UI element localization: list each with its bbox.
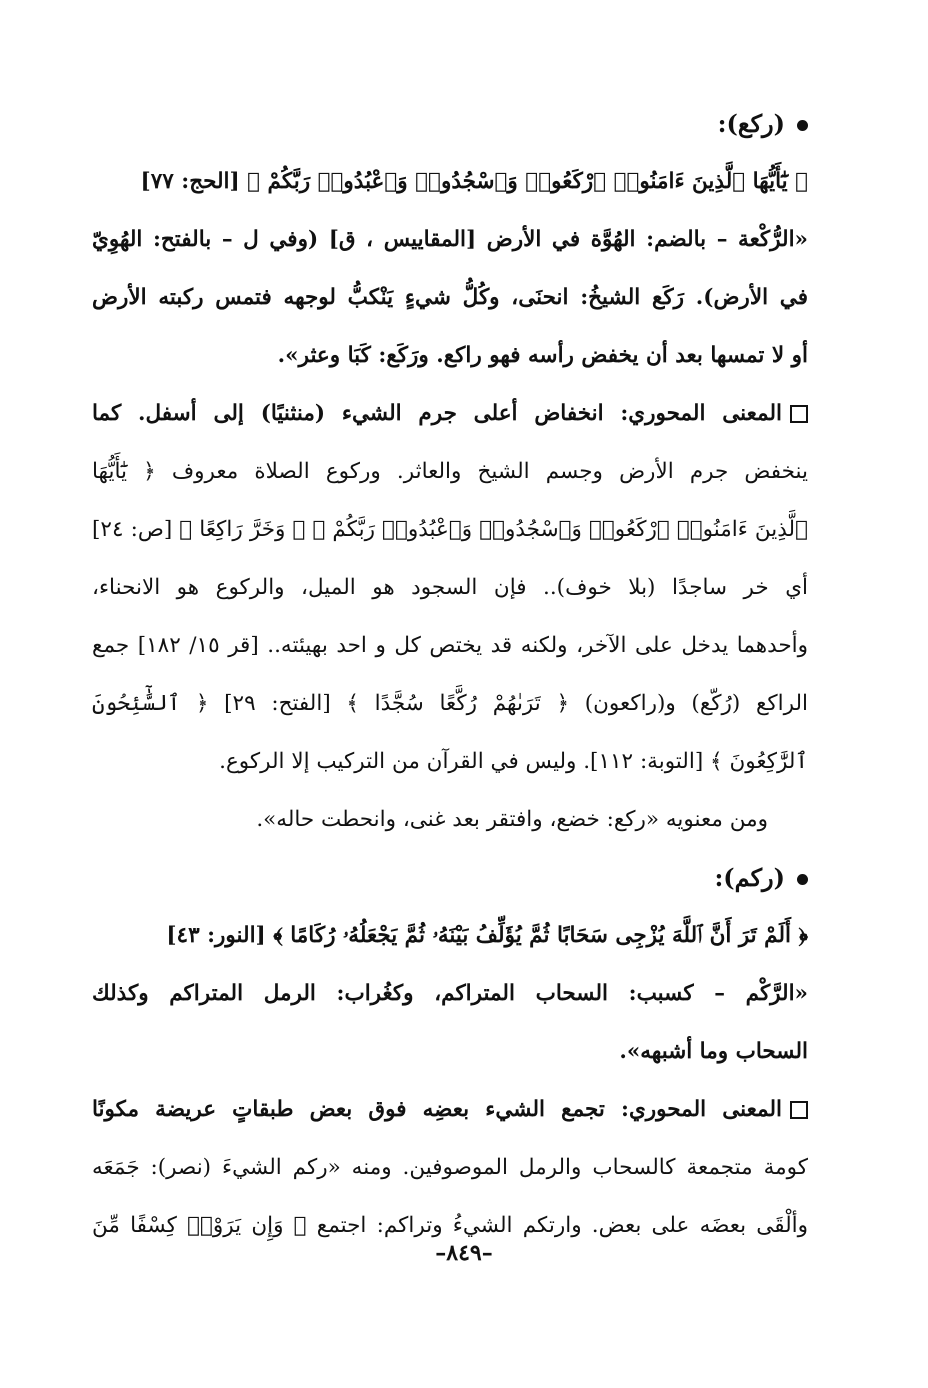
- text-line: وألْقَى بعضَه على بعض. وارتكم الشيءُ وتراكم: اجتمع ﴿ وَإِن يَرَوْا۟ كِسْفًا مِّنَ: [92, 1213, 808, 1238]
- section-heading-rakama: [92, 849, 808, 907]
- quran-verse: ﴿ يَٰٓأَيُّهَا ٱلَّذِينَ ءَامَنُوا۟ ٱرْكَعُوا۟ وَٱسْجُدُوا۟ وَٱعْبُدُوا۟ رَبَّكُمْ ﴾ [الحج: ٧٧]: [140, 169, 808, 194]
- text-line: «الرُّكْعة – بالضم: الهُوَّة في الأرض [المقاييس ، ق] (وفي ل – بالفتح: الهُوِيّ: [92, 227, 808, 252]
- bullet-icon: [797, 120, 808, 131]
- page-number: –٨٤٩–: [435, 1240, 493, 1266]
- text-line: ٱلَّذِينَ ءَامَنُوا۟ ٱرْكَعُوا۟ وَٱسْجُدُوا۟ وَٱعْبُدُوا۟ رَبَّكُمْ ﴾ ﴿ وَخَرَّ رَاكِعًا ﴾ [ص: ٢٤]: [92, 517, 808, 542]
- bullet-icon: [797, 874, 808, 885]
- core-meaning-text: المعنى المحوري: تجمع الشيء بعضِه فوق بعض طبقاتٍ عريضة مكونًا: [92, 1097, 782, 1122]
- text-line: السحاب وما أشبهه».: [619, 1039, 808, 1064]
- text-line: الراكع (رُكّع) و(راكعون) ﴿ تَرَىٰهُمْ رُكَّعًا سُجَّدًا ﴾ [الفتح: ٢٩] ﴿ ٱلسَّٰٓئِحُونَ: [92, 691, 808, 716]
- text-line: ينخفض جرم الأرض وجسم الشيخ والعاثر. وركوع الصلاة معروف ﴿ يَٰٓأَيُّهَا: [92, 459, 808, 484]
- text-line: في الأرض). رَكَع الشيخُ: انحنَى، وكُلُّ شيءٍ يَنْكبُّ لوجهه فتمس ركبته الأرض: [92, 285, 808, 310]
- square-icon: [790, 1101, 808, 1119]
- text-line: «الرَّكْم – كسبب: السحاب المتراكم، وكغُراب: الرمل المتراكم وكذلك: [92, 981, 808, 1006]
- core-meaning-line: [92, 1081, 808, 1139]
- text-line: وأحدهما يدخل على الآخر، ولكنه قد يختص كل و احد بهيئته.. [قر ١٥/ ١٨٢] جمع: [92, 633, 808, 658]
- text-line: ومن معنويه «ركع: خضع، وافتقر بعد غنى، وانحطت حاله».: [256, 807, 768, 832]
- core-meaning-line: [92, 385, 808, 443]
- text-line: أي خر ساجدًا (بلا خوف).. فإن السجود هو الميل، والركوع هو الانحناء،: [92, 575, 808, 600]
- section-heading-rakaa: [92, 95, 808, 153]
- text-line: كومة متجمعة كالسحاب والرمل الموصوفين. ومنه «ركم الشيءَ (نصر): جَمَعَه: [92, 1155, 808, 1180]
- core-meaning-text: المعنى المحوري: انخفاض أعلى جرم الشيء (منثنيًا) إلى أسفل. كما: [92, 401, 782, 426]
- text-line: ٱلرَّٰكِعُونَ ﴾ [التوبة: ١١٢]. وليس في القرآن من التركيب إلا الركوع.: [219, 749, 808, 774]
- square-icon: [790, 405, 808, 423]
- heading-text: (ركم):: [714, 863, 785, 892]
- heading-text: (ركع):: [717, 109, 785, 138]
- text-line: أو لا تمسها بعد أن يخفض رأسه فهو راكع. ورَكَع: كَبَا وعثر».: [277, 343, 808, 368]
- quran-verse: ﴿ أَلَمْ تَرَ أَنَّ ٱللَّهَ يُزْجِى سَحَابًا ثُمَّ يُؤَلِّفُ بَيْنَهُۥ ثُمَّ يَجْعَلُهُۥ رُكَامًا ﴾ [النور: ٤٣]: [166, 923, 808, 948]
